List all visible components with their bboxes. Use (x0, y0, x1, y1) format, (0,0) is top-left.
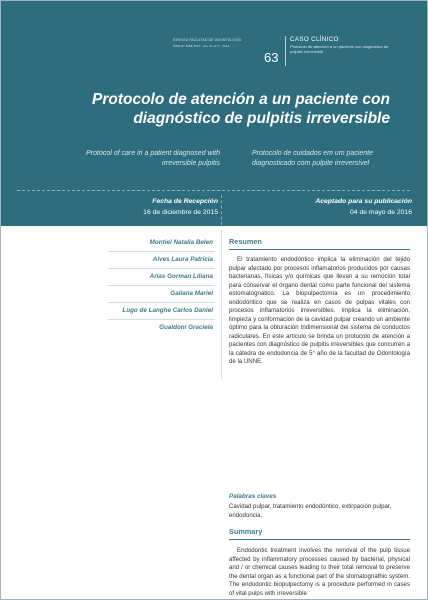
received-date: 16 de diciembre de 2015 (143, 209, 218, 216)
column-divider (221, 230, 222, 380)
author-divider (108, 319, 215, 320)
header-divider (285, 36, 286, 66)
article-title: Protocolo de atención a un paciente con diagnóstico de pulpitis irreversible (92, 91, 390, 127)
author-name: Arias Gorman Liliana (149, 273, 213, 280)
author-divider (108, 302, 215, 303)
journal-name: REVISTA FACULTAD DE ODONTOLOGÍA (173, 38, 242, 42)
title-portuguese: Protocolo de cuidados em um paciente diagnosticado com pulpite irreversível (252, 150, 374, 167)
received-label: Fecha de Recepción (152, 198, 218, 205)
summary-heading-rule (229, 539, 410, 540)
abstract-text: El tratamiento endodóntico implica la eliminación del tejido pulpar afectado por procesos inflamatorios producidos por causas bacterianas, físicas y/o químicas que llevan a su remoción total para conservar el órgano dental como parte funcional del sistema estomatognático. La biopulpectomía es un procedimiento endodóntico que se realiza en casos de pulpas vitales con procesos inflamatorios irreversibles. Implica la eliminación, limpieza y conformación de la cavidad pulpar creando un ambiente óptimo para la obturación tridimensional del sistema de conductos radiculares. En este artículo se brinda un protocolo de atención a pacientes con diagnóstico de pulpitis irreversibles que concurren a la cátedra de endodoncia de 5° año de la facultad de Odontología de la UNNE. (229, 256, 410, 365)
abstract-heading: Resumen (229, 237, 262, 246)
abstract-heading-rule (229, 249, 410, 250)
journal-issn: ISSN N° 1668-7647 · Vol. IX, N° 1 · 2016 (173, 44, 230, 48)
author-name: Montiel Natalia Belen (149, 239, 213, 246)
dates-divider (17, 190, 410, 191)
author-name: Galiana Mariel (170, 290, 213, 297)
author-divider (108, 251, 215, 252)
summary-text: Endodontic treatment involves the removal of the pulp tissue affected by inflammatory processes caused by bacterial, physical and / or chemical causes leading to their total removal to preserve the dental organ as a functional part of the stomatognathic system. The endodontic biopulpectomy is a procedure performed in cases of vital pulps with irreversible (229, 547, 410, 596)
author-name: Lugo de Langhe Carlos Daniel (122, 307, 213, 314)
author-divider (108, 268, 215, 269)
page-number: 63 (264, 50, 279, 65)
dates-column-divider (221, 195, 222, 225)
keywords-heading: Palabras claves (229, 493, 277, 500)
author-divider (108, 285, 215, 286)
summary-heading: Summary (229, 527, 263, 536)
author-name: Gualdoni Graciela (159, 324, 213, 331)
accepted-date: 04 de mayo de 2016 (350, 209, 412, 216)
running-title: Protocolo de atención a un paciente con diagnóstico de pulpitis irreversible (290, 44, 389, 54)
title-english: Protocol of care in a patient diagnosed with irreversible pulpitis (86, 150, 220, 167)
accepted-label: Aceptado para su publicación (315, 198, 412, 205)
keywords-text: Cavidad pulpar, tratamiento endodóntico, extirpación pulpar, endodoncia. (229, 503, 392, 519)
author-name: Alves Laura Patricia (152, 256, 213, 263)
section-label: CASO CLÍNICO (290, 36, 339, 43)
